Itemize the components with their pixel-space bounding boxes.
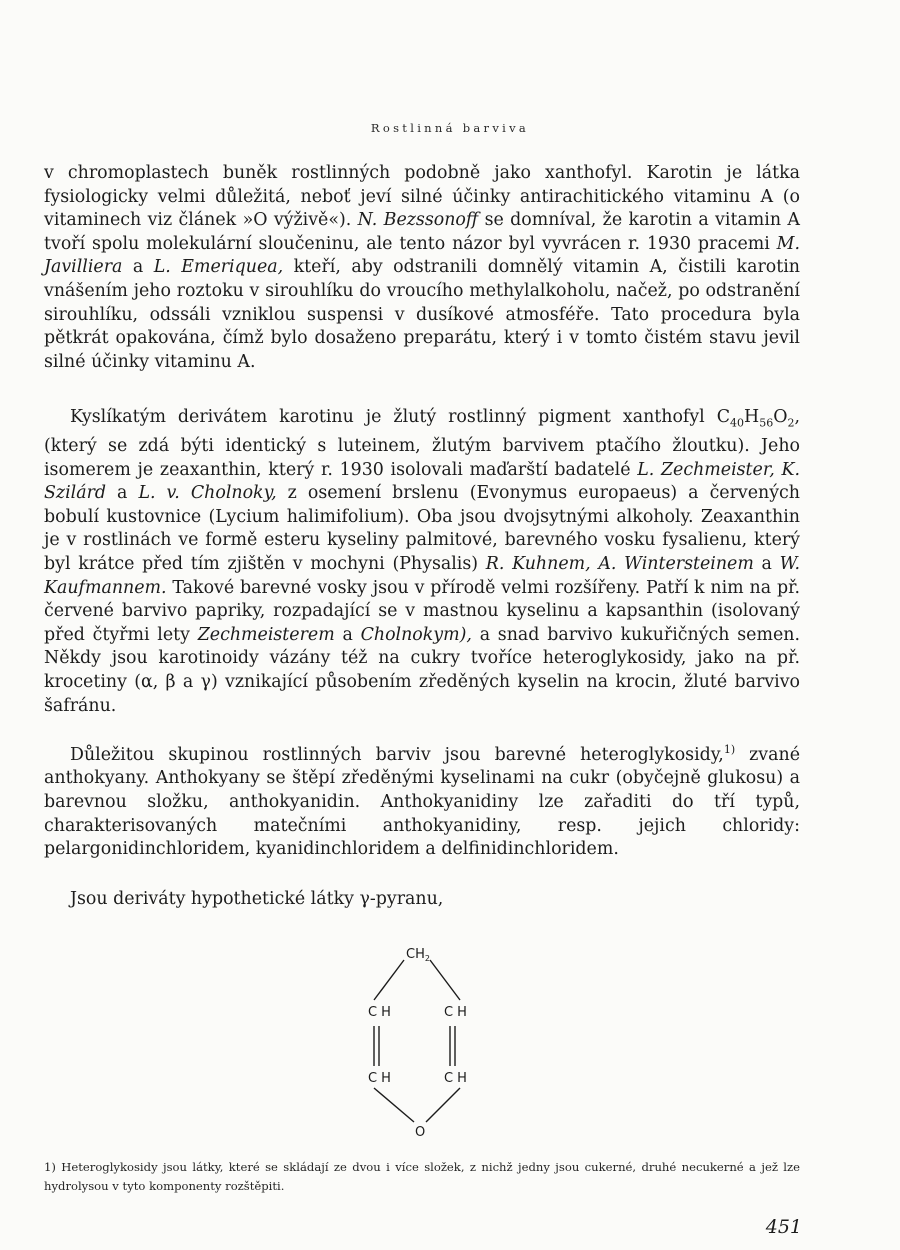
paragraph-2-run: a (106, 483, 139, 504)
paragraph-2-run: z osemení brslenu (Evonymus europaeus) a červených bobulí kustovnice (Lycium halimifolium). Oba jsou dvojsytnými alkoholy. Zeaxanthin je v rostlinách ve formě esteru kyseliny palmitové, barevného vosku fysalienu, který byl krátce před tím zjištěn v mochyni (Physalis) (44, 483, 800, 575)
paragraph-2-run: , (který se zdá býti identický s luteinem, žlutým barvivem ptačího žloutku). Jeho isomerem je zeaxanthin, který r. 1930 isolovali maďarští badatelé (44, 407, 800, 480)
bond-bottom-right (426, 1088, 460, 1122)
paragraph-4: Jsou deriváty hypothetické látky γ-pyranu, (70, 889, 444, 909)
paragraph-1-run: M. Javilliera (44, 233, 800, 278)
page-number: 451 (765, 1216, 802, 1238)
atom-upper-right: CH (444, 1005, 471, 1020)
paragraph-2-run: Cholnokym), (360, 624, 472, 645)
paragraph-1-run: L. Emeriquea, (153, 257, 284, 278)
paragraph-2-run: a snad barvivo kukuřičných semen. Někdy jsou karotinoidy vázány též na cukry tvoříce heteroglykosidy, jako na př. krocetiny (α, β a γ) vznikající působením zředěných kyselin na krocin, žluté barvivo šafránu. (44, 624, 800, 716)
bond-top-left (374, 960, 404, 1000)
paragraph-1-run: N. Bezssonoff (357, 210, 479, 231)
paragraph-1 (44, 162, 800, 374)
atom-upper-left: CH (368, 1005, 395, 1020)
paragraph-1-run: se domníval, že karotin a vitamin A tvoří spolu molekulární sloučeninu, ale tento názor byl vyvrácen r. 1930 pracemi (44, 210, 800, 254)
atom-lower-right: CH (444, 1071, 471, 1086)
paragraph-2-run: H (744, 407, 760, 427)
paragraph-2-run: Zechmeisterem (197, 624, 335, 645)
paragraph-1-run: v chromoplastech buněk rostlinných podobně jako xanthofyl. Karotin je látka fysiologicky velmi důležitá, neboť jeví silné účinky antirachitického vitaminu A (o vitaminech viz článek »O výživě«). (44, 163, 800, 231)
paragraph-3-run: zvané anthokyany. Anthokyany se štěpí zředěnými kyselinami na cukr (obyčejně glukosu) a barevnou složku, anthokyanidin. Anthokyanidiny lze zařaditi do tří typů, charakterisovaných matečními anthokyanidiny, resp. jejich chloridy: pelargonidinchloridem, kyanidinchloridem a delfinidinchloridem. (44, 744, 800, 860)
paragraph-1-run: kteří, aby odstranili domnělý vitamin A, čistili karotin vnášením jeho roztoku v sirouhlíku do vroucího methylalkoholu, načež, po odstranění sirouhlíku, odssáli vzniklou suspensi v dusíkové atmosféře. Tato procedura byla pětkrát opakována, čímž bylo dosaženo preparátu, který i v tomto čistém stavu jevil silné účinky vitaminu A. (44, 257, 800, 372)
paragraph-3-run: 1) (723, 743, 736, 756)
paragraph-2-run: O (773, 407, 788, 427)
paragraph-3 (44, 738, 800, 862)
paragraph-2-run: 40 (730, 416, 745, 430)
paragraph-2-run: L. Zechmeister, K. Szilárd (44, 459, 800, 504)
paragraph-2-run: 56 (759, 416, 774, 430)
bond-bottom-left (374, 1088, 414, 1122)
paragraph-2-run: a (334, 624, 361, 645)
gamma-pyran-structural-formula (350, 938, 490, 1138)
paragraph-2 (44, 406, 800, 718)
paragraph-2-run: Takové barevné vosky jsou v přírodě velmi rozšířeny. Patří k nim na př. červené barvivo papriky, rozpadající se v mastnou kyselinu a kapsanthin (isolovaný před čtyřmi lety (44, 577, 800, 645)
atom-top: $CH_2$ (406, 947, 430, 963)
paragraph-2-run: R. Kuhnem, A. Wintersteinem (485, 554, 754, 575)
atom-lower-left: CH (368, 1071, 395, 1086)
paragraph-1-run: a (122, 257, 154, 278)
paragraph-2-run: Kyslíkatým derivátem karotinu je žlutý rostlinný pigment xanthofyl C (70, 407, 731, 427)
paragraph-2-run: L. v. Cholnoky, (138, 483, 277, 504)
footnote: 1) Heteroglykosidy jsou látky, které se skládají ze dvou i více složek, z nichž jedny jsou cukerné, druhé necukerné a jež lze hydrolysou v tyto komponenty rozštěpiti. (44, 1160, 800, 1193)
paragraph-2-run: W. Kaufmannem. (44, 554, 800, 598)
atom-bottom-oxygen: O (415, 1125, 426, 1138)
paragraph-2-run: a (753, 554, 780, 575)
paragraph-2-run: 2 (787, 416, 795, 430)
bond-top-right (430, 960, 460, 1000)
paragraph-3-run: Důležitou skupinou rostlinných barviv jsou barevné heteroglykosidy, (70, 744, 724, 765)
running-head: Rostlinná barviva (370, 121, 530, 135)
